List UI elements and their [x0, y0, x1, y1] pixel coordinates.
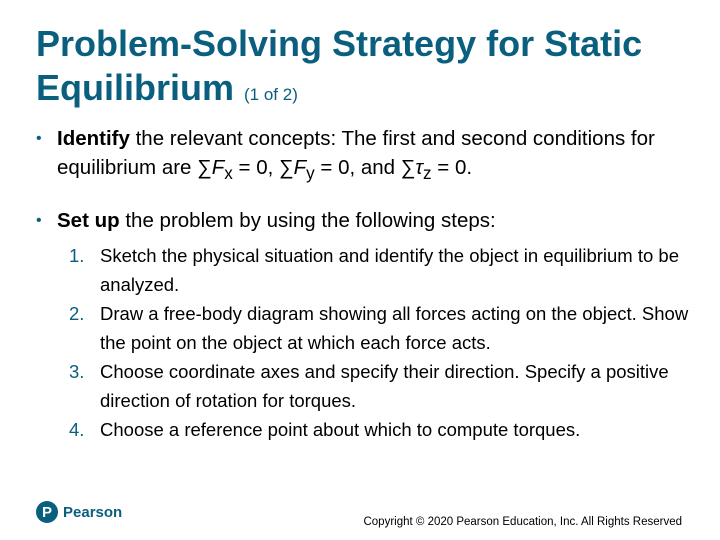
step-number: 2. [69, 303, 85, 325]
bullet-text: the relevant concepts: The first and second conditions for equilibrium are ∑ [57, 127, 655, 179]
list-item [36, 357, 700, 415]
list-item [36, 241, 700, 299]
list-item [36, 415, 700, 444]
equation-part: = 0, and ∑ [314, 156, 416, 179]
step-text: Choose a reference point about which to compute torques. [100, 419, 581, 441]
step-number: 1. [69, 245, 85, 267]
step-text: Draw a free-body diagram showing all forces acting on the object. Show the point on the object at which each force acts. [100, 303, 689, 354]
bullet-identify [36, 124, 700, 188]
subscript-y: y [306, 164, 315, 184]
bullet-dot-icon: • [36, 130, 42, 147]
list-item [36, 299, 700, 357]
equation-part: = 0. [431, 156, 473, 179]
pearson-logo-text: Pearson [63, 503, 123, 521]
bullet-bold: Set up [57, 209, 120, 233]
symbol-f: F [293, 156, 307, 179]
symbol-tau: τ [415, 156, 424, 179]
step-text: Choose coordinate axes and specify their direction. Specify a positive direction of rotation for torques. [100, 361, 669, 412]
title-sub: (1 of 2) [244, 85, 298, 104]
bullet-setup [36, 206, 700, 235]
subscript-x: x [224, 164, 233, 184]
step-number: 4. [69, 419, 85, 441]
symbol-f: F [211, 156, 225, 179]
pearson-logo-icon: P [36, 501, 58, 523]
steps-list [36, 241, 700, 444]
step-text: Sketch the physical situation and identify the object in equilibrium to be analyzed. [100, 245, 679, 296]
pearson-logo [36, 501, 122, 523]
slide-body [36, 124, 700, 444]
copyright-notice: Copyright © 2020 Pearson Education, Inc. All Rights Reserved [363, 516, 682, 528]
title-main: Problem-Solving Strategy for Static Equilibrium [36, 23, 643, 108]
equation-part: = 0, ∑ [232, 156, 294, 179]
step-number: 3. [69, 361, 85, 383]
subscript-z: z [423, 164, 432, 184]
bullet-dot-icon: • [36, 212, 42, 230]
bullet-bold: Identify [57, 127, 130, 150]
bullet-text: the problem by using the following steps: [119, 209, 496, 233]
slide-title [36, 22, 696, 117]
